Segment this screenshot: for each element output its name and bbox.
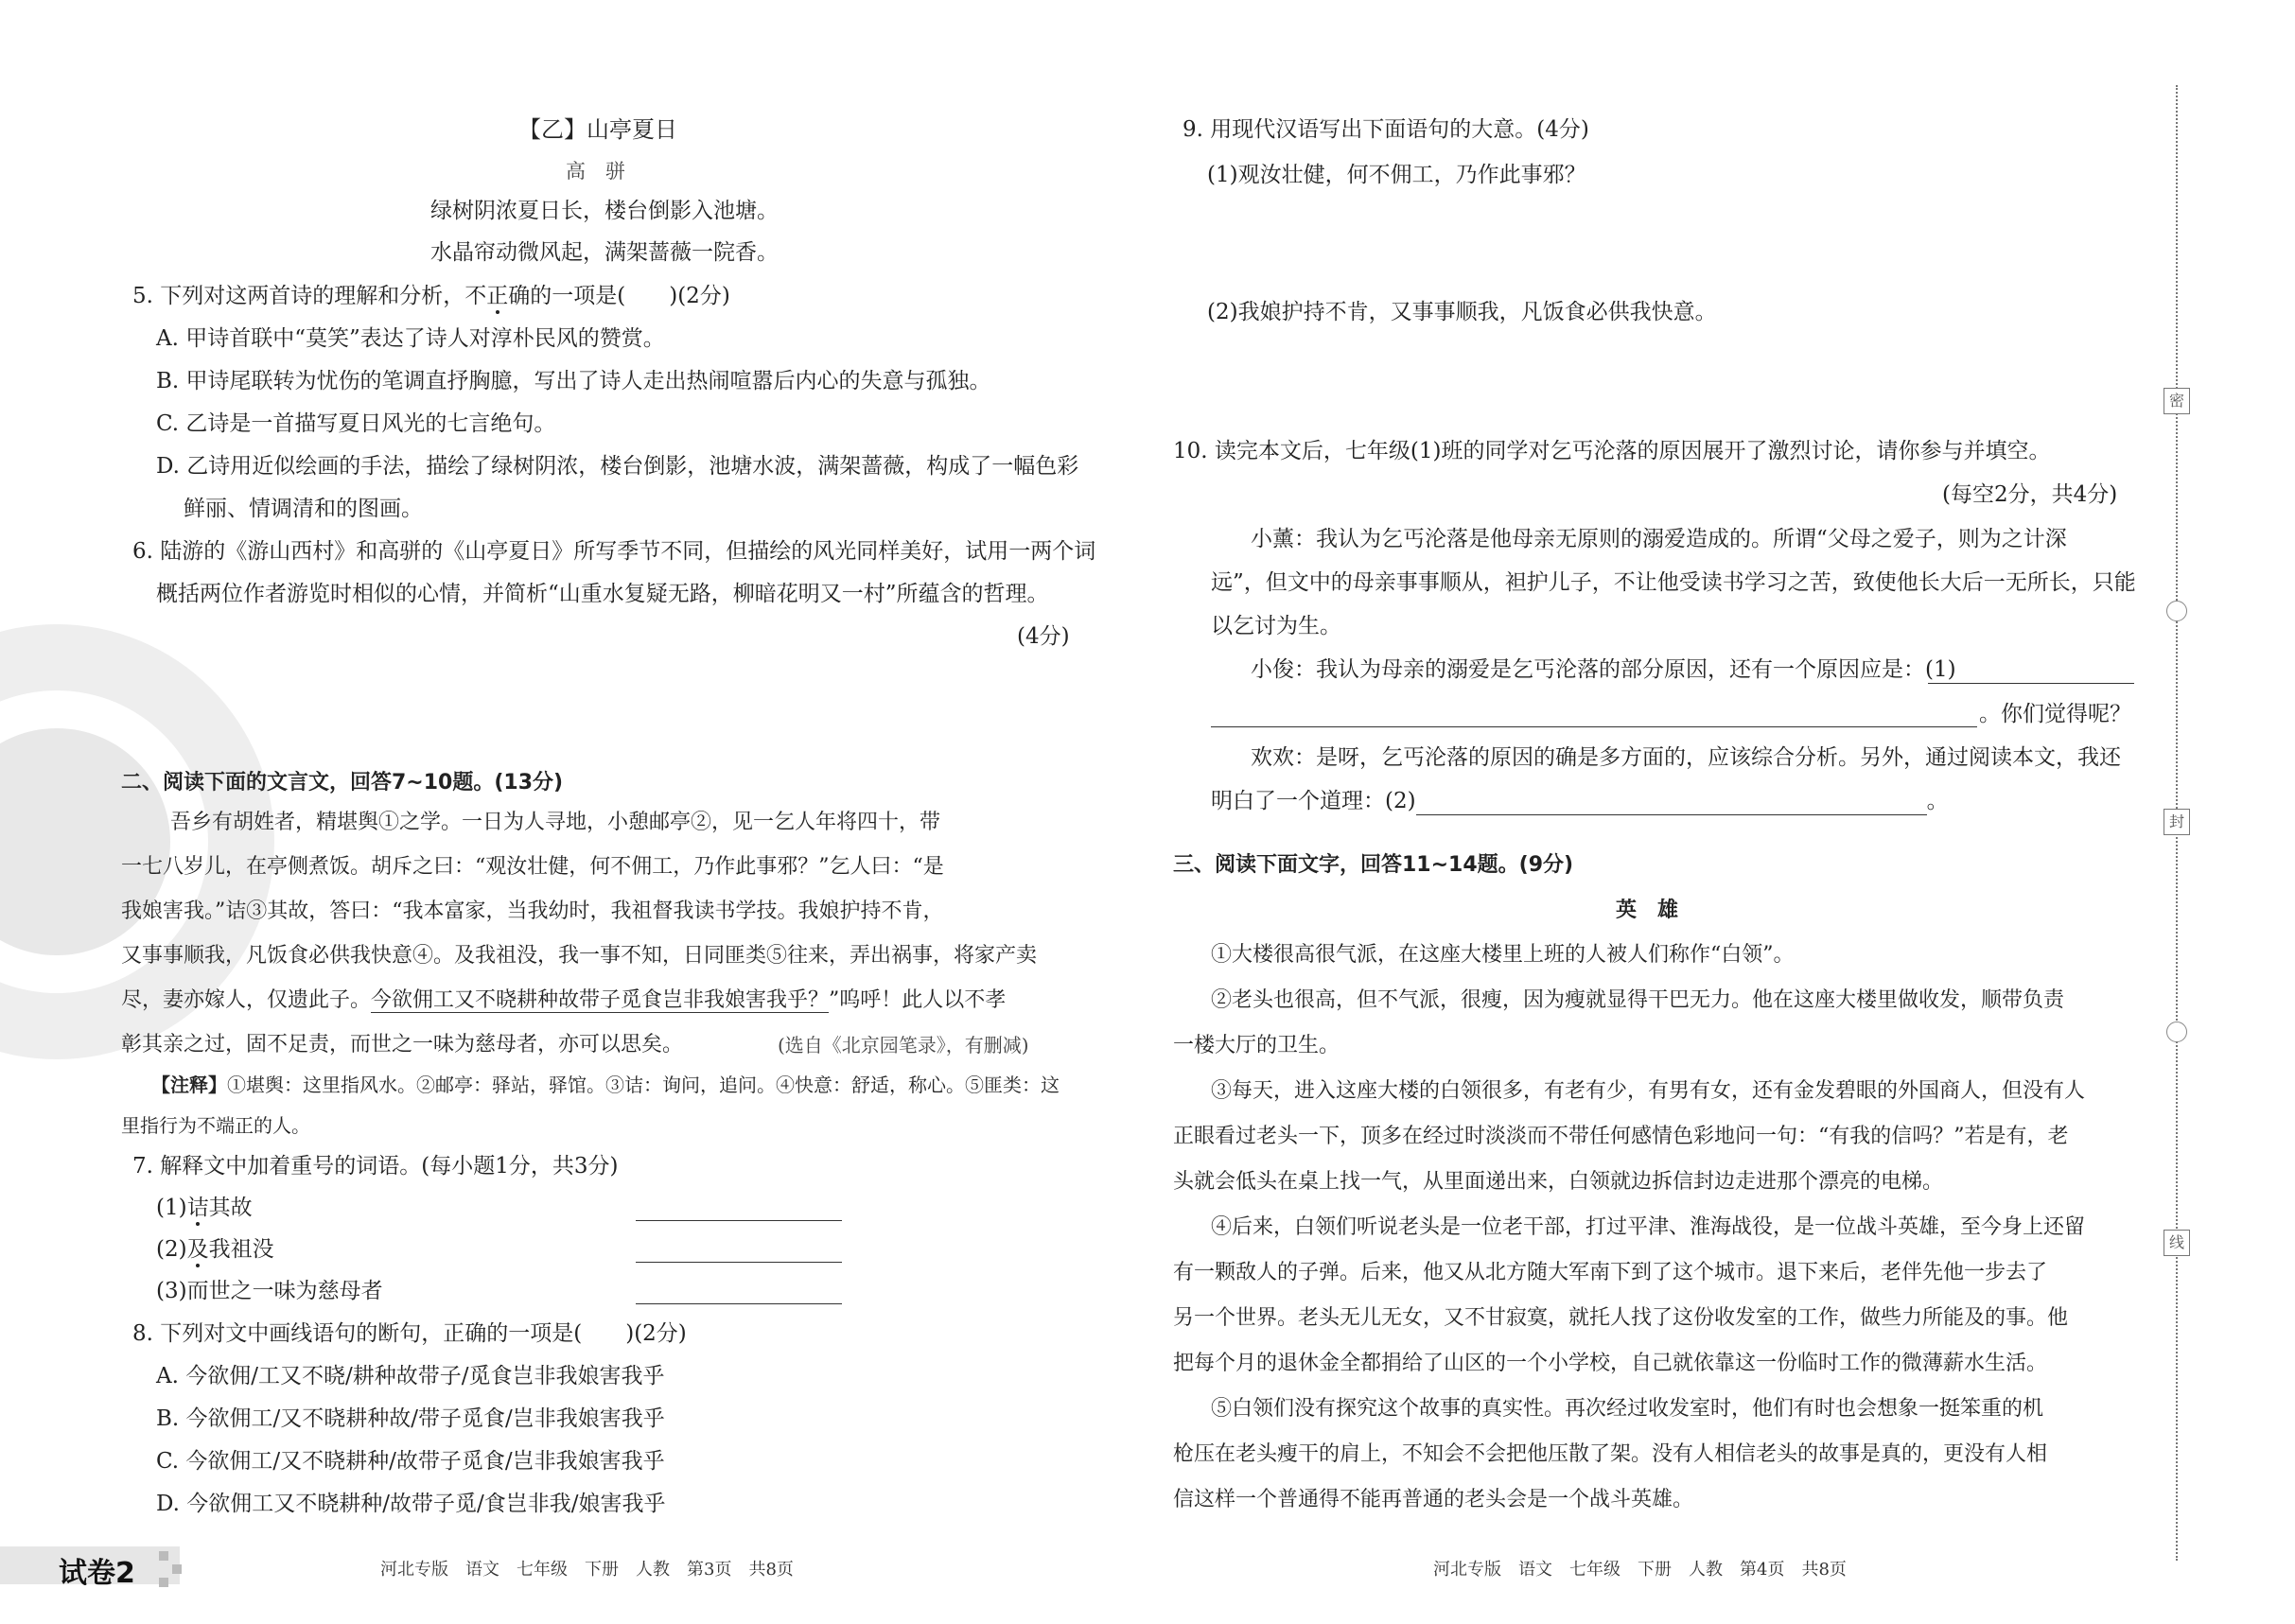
q10-score: (每空2分，共4分) bbox=[1942, 482, 2118, 507]
q5-emphasis: 不正确 bbox=[464, 284, 531, 308]
footer-right: 河北专版 语文 七年级 下册 人教 第4页 共8页 bbox=[1433, 1560, 1847, 1580]
section2-title: 二、阅读下面的文言文，回答7~10题。(13分) bbox=[121, 771, 564, 795]
q10-xiaojun-line2: 。你们觉得呢？ bbox=[1979, 702, 2131, 726]
q8-stem: 8. 下列对文中画线语句的断句，正确的一项是( )(2分) bbox=[132, 1321, 687, 1346]
q6-line1: 6. 陆游的《游山西村》和高骈的《山亭夏日》所写季节不同，但描绘的风光同样美好，试用一两个词 bbox=[132, 539, 1096, 564]
q5-option-b: B. 甲诗尾联转为忧伤的笔调直抒胸臆，写出了诗人走出热闹喧嚣后内心的失意与孤独。 bbox=[156, 369, 991, 393]
q7-stem: 7. 解释文中加着重号的词语。(每小题1分，共3分) bbox=[132, 1154, 619, 1179]
q7-answer-line3[interactable] bbox=[636, 1303, 842, 1304]
story-p3-line3: 头就会低头在桌上找一气，从里面递出来，白领就边拆信封边走进那个漂亮的电梯。 bbox=[1173, 1170, 1944, 1194]
story-p4-line4: 把每个月的退休金全都捐给了山区的一个小学校，自己就依靠这一份临时工作的微薄薪水生活。 bbox=[1173, 1352, 2048, 1375]
q6-score: (4分) bbox=[1017, 624, 1070, 649]
q10-xiaoxun-line2: 远”，但文中的母亲事事顺从，袒护儿子，不让他受读书学习之苦，致使他长大后一无所长，只能 bbox=[1211, 570, 2136, 595]
seal-circle-icon bbox=[2166, 1022, 2187, 1042]
passage-line4: 又事事顺我，凡饭食必供我快意④。及我祖没，我一事不知，日同匪类⑤往来，弄出祸事，将家产卖 bbox=[121, 944, 1038, 968]
story-p3-line2: 正眼看过老头一下，顶多在经过时淡淡而不带任何感情色彩地问一句：“有我的信吗？”若是有，老 bbox=[1173, 1125, 2069, 1148]
passage-line5: 尽，妻亦嫁人，仅遗此子。今欲佣工又不晓耕种故带子觅食岂非我娘害我乎？”呜呼！此人以不孝 bbox=[121, 988, 1007, 1012]
poem-line-1: 绿树阴浓夏日长，楼台倒影入池塘。 bbox=[430, 199, 779, 223]
story-p2-line2: 一楼大厅的卫生。 bbox=[1173, 1034, 1340, 1057]
story-p4-line1: ④后来，白领们听说老头是一位老干部，打过平津、淮海战役，是一位战斗英雄，至今身上还留 bbox=[1211, 1215, 2086, 1239]
underlined-sentence: 今欲佣工又不晓耕种故带子觅食岂非我娘害我乎？ bbox=[371, 988, 830, 1012]
passage-line1: 吾乡有胡姓者，精堪舆①之学。一日为人寻地，小憩邮亭②，见一乞人年将四十，带 bbox=[170, 811, 941, 834]
q7-answer-line1[interactable] bbox=[636, 1220, 842, 1221]
q9-stem: 9. 用现代汉语写出下面语句的大意。(4分) bbox=[1183, 117, 1589, 142]
q5-option-c: C. 乙诗是一首描写夏日风光的七言绝句。 bbox=[156, 411, 556, 436]
q8-option-c: C. 今欲佣工/又不晓耕种/故带子觅食/岂非我娘害我乎 bbox=[156, 1449, 665, 1474]
notes-line1: 【注释】①堪舆：这里指风水。②邮亭：驿站，驿馆。③诘：询问，追问。④快意：舒适，称心。⑤匪类：这 bbox=[151, 1074, 1060, 1096]
corner-square bbox=[172, 1564, 182, 1574]
story-p4-line2: 有一颗敌人的子弹。后来，他又从北方随大军南下到了这个城市。退下来后，老伴先他一步去了 bbox=[1173, 1261, 2048, 1284]
q5-option-d-line2: 鲜丽、情调清和的图画。 bbox=[184, 497, 423, 521]
q10-xiaoxun-line3: 以乞讨为生。 bbox=[1211, 614, 1341, 638]
passage-line3: 我娘害我。”诘③其故，答曰：“我本富家，当我幼时，我祖督我读书学技。我娘护持不肯， bbox=[121, 899, 944, 923]
notes-line2: 里指行为不端正的人。 bbox=[121, 1114, 310, 1137]
poem-line-2: 水晶帘动微风起，满架蔷薇一院香。 bbox=[430, 240, 779, 265]
q10-huanhuan-line2: 明白了一个道理：(2) 。 bbox=[1211, 789, 1949, 813]
poem-author: 高 骈 bbox=[566, 160, 625, 183]
poem-title: 【乙】山亭夏日 bbox=[518, 116, 677, 143]
exam-tab-label: 试卷2 bbox=[59, 1557, 135, 1590]
q7-answer-line2[interactable] bbox=[636, 1262, 842, 1263]
seal-mark-feng: 封 bbox=[2164, 809, 2190, 835]
seal-mark-xian: 线 bbox=[2164, 1230, 2190, 1256]
q7-item1: (1)诘其故 bbox=[156, 1196, 253, 1220]
corner-square bbox=[159, 1551, 168, 1561]
corner-square bbox=[159, 1578, 168, 1587]
q5-stem: 5. 下列对这两首诗的理解和分析，不正确的一项是( )(2分) bbox=[132, 284, 730, 308]
q10-blank1-part1[interactable] bbox=[1928, 683, 2134, 684]
q5-option-d-line1: D. 乙诗用近似绘画的手法，描绘了绿树阴浓，楼台倒影，池塘水波，满架蔷薇，构成了一幅色彩 bbox=[156, 454, 1079, 479]
q6-line2: 概括两位作者游览时相似的心情，并简析“山重水复疑无路，柳暗花明又一村”所蕴含的哲理。 bbox=[156, 582, 1049, 606]
q9-item1: (1)观汝壮健，何不佣工，乃作此事邪？ bbox=[1207, 163, 1586, 187]
q5-option-a: A. 甲诗首联中“莫笑”表达了诗人对淳朴民风的赞赏。 bbox=[156, 326, 665, 351]
seal-mark-mi: 密 bbox=[2164, 388, 2190, 414]
q8-option-a: A. 今欲佣/工又不晓/耕种故带子/觅食岂非我娘害我乎 bbox=[156, 1364, 665, 1388]
footer-left: 河北专版 语文 七年级 下册 人教 第3页 共8页 bbox=[380, 1560, 794, 1580]
q10-stem: 10. 读完本文后，七年级(1)班的同学对乞丐沦落的原因展开了激烈讨论，请你参与并填空。 bbox=[1173, 439, 2051, 463]
q10-xiaojun-line1: 小俊：我认为母亲的溺爱是乞丐沦落的部分原因，还有一个原因应是：(1) bbox=[1251, 657, 1956, 682]
q8-option-b: B. 今欲佣工/又不晓耕种故/带子觅食/岂非我娘害我乎 bbox=[156, 1406, 665, 1431]
story-p3-line1: ③每天，进入这座大楼的白领很多，有老有少，有男有女，还有金发碧眼的外国商人，但没有人 bbox=[1211, 1079, 2086, 1103]
section3-title: 三、阅读下面文字，回答11~14题。(9分) bbox=[1173, 853, 1574, 877]
q10-blank1-part2[interactable] bbox=[1211, 726, 1977, 727]
q8-option-d: D. 今欲佣工又不晓耕种/故带子觅/食岂非我/娘害我乎 bbox=[156, 1492, 666, 1516]
q10-blank2[interactable] bbox=[1416, 814, 1927, 815]
story-p1: ①大楼很高很气派，在这座大楼里上班的人被人们称作“白领”。 bbox=[1211, 943, 1795, 967]
passage-line6: 彰其亲之过，固不足责，而世之一味为慈母者，亦可以思矣。 bbox=[121, 1033, 684, 1056]
story-p2-line1: ②老头也很高，但不气派，很瘦，因为瘦就显得干巴无力。他在这座大楼里做收发，顺带负责 bbox=[1211, 988, 2065, 1012]
passage-line2: 一七八岁儿，在亭侧煮饭。胡斥之曰：“观汝壮健，何不佣工，乃作此事邪？”乞人曰：“是 bbox=[121, 855, 944, 879]
seal-circle-icon bbox=[2166, 601, 2187, 621]
story-p5-line2: 枪压在老头瘦干的肩上，不知会不会把他压散了架。没有人相信老头的故事是真的，更没有人相 bbox=[1173, 1442, 2048, 1466]
passage-source: (选自《北京园笔录》，有删减) bbox=[778, 1034, 1029, 1056]
q10-xiaoxun-line1: 小薰：我认为乞丐沦落是他母亲无原则的溺爱造成的。所谓“父母之爱子，则为之计深 bbox=[1251, 527, 2067, 551]
q10-huanhuan-line1: 欢欢：是呀，乞丐沦落的原因的确是多方面的，应该综合分析。另外，通过阅读本文，我还 bbox=[1251, 745, 2121, 770]
story-title: 英 雄 bbox=[1616, 899, 1679, 922]
q7-item2: (2)及我祖没 bbox=[156, 1237, 274, 1262]
q7-item3: (3)而世之一味为慈母者 bbox=[156, 1279, 383, 1303]
q9-item2: (2)我娘护持不肯，又事事顺我，凡饭食必供我快意。 bbox=[1207, 300, 1717, 324]
story-p5-line1: ⑤白领们没有探究这个故事的真实性。再次经过收发室时，他们有时也会想象一挺笨重的机 bbox=[1211, 1397, 2044, 1421]
story-p5-line3: 信这样一个普通得不能再普通的老头会是一个战斗英雄。 bbox=[1173, 1488, 1694, 1511]
story-p4-line3: 另一个世界。老头无儿无女，又不甘寂寞，就托人找了这份收发室的工作，做些力所能及的事。他 bbox=[1173, 1306, 2069, 1330]
